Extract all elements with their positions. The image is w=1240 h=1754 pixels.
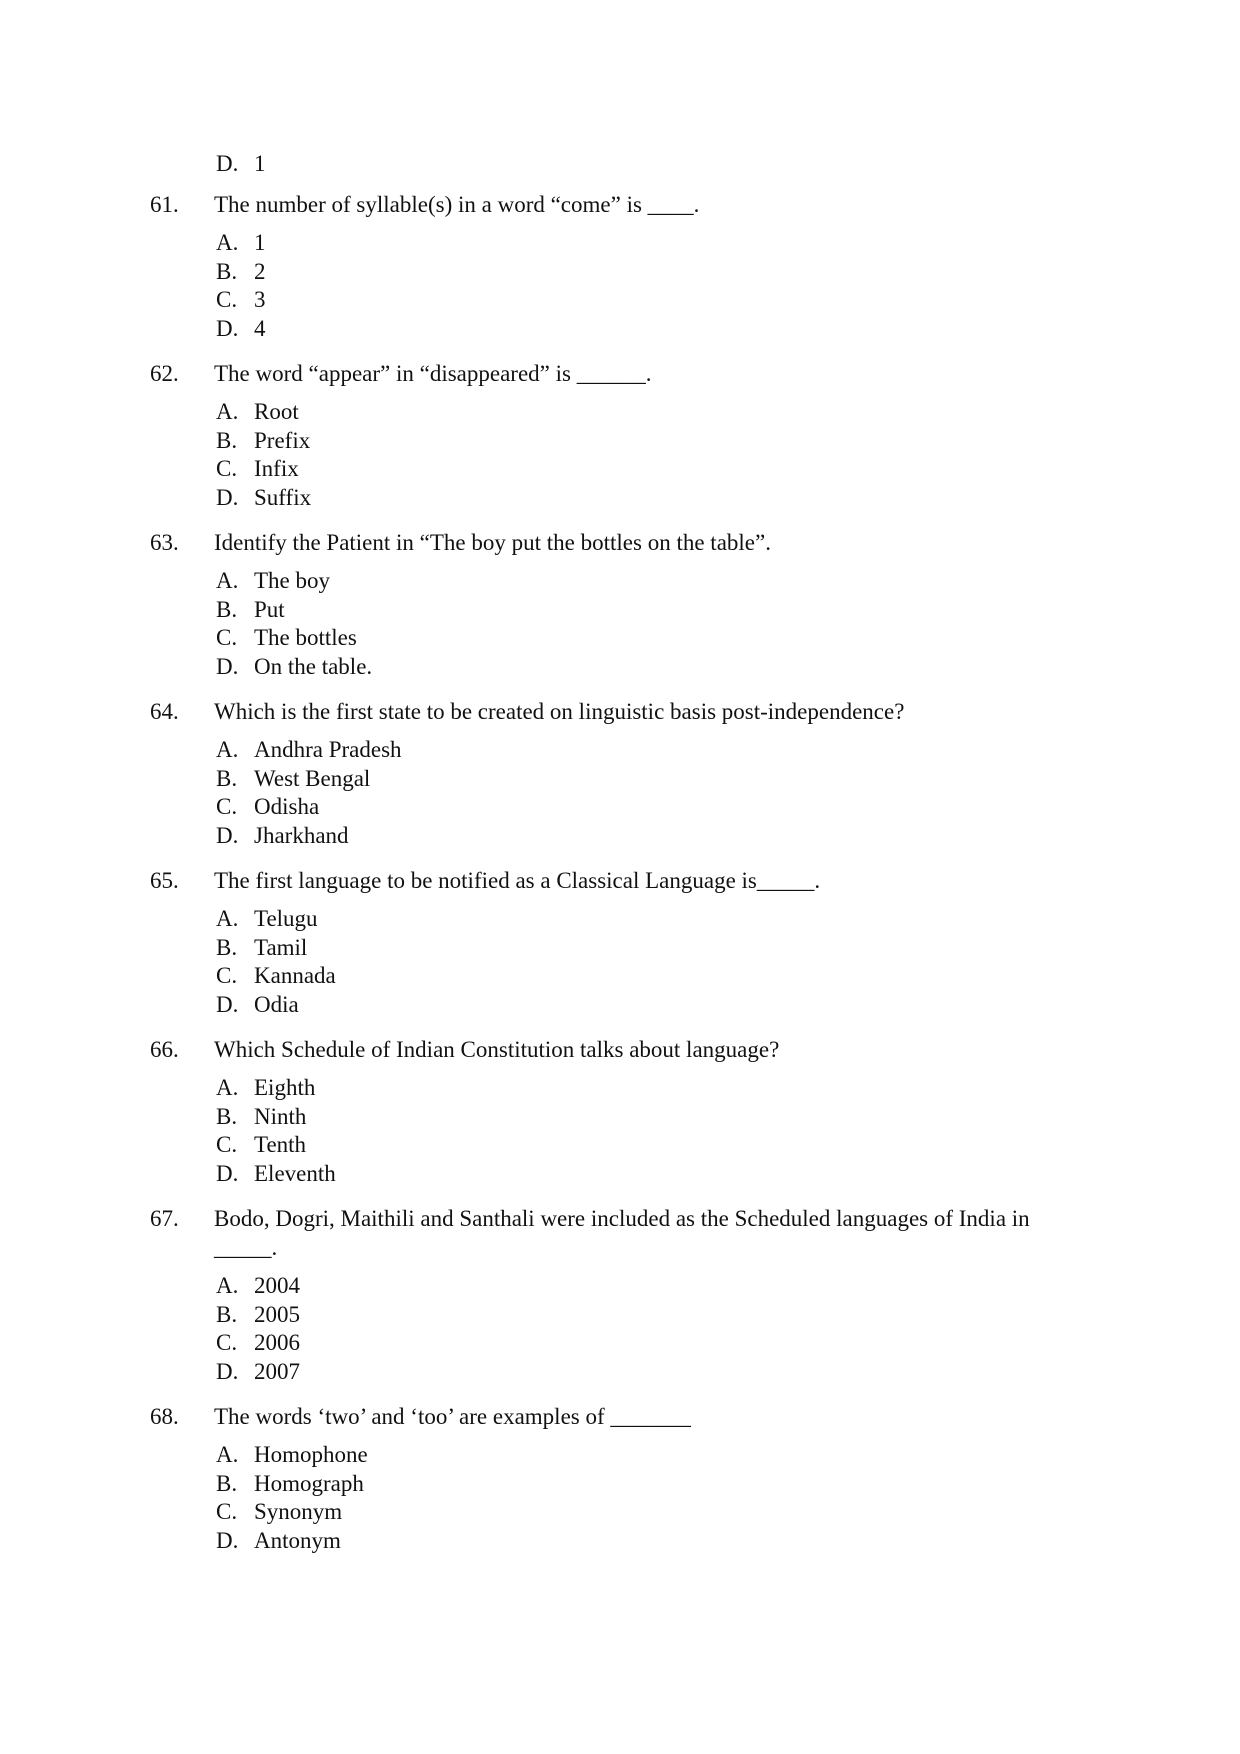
option-a xyxy=(216,229,1080,258)
option-b xyxy=(216,1470,1080,1499)
option-text: Telugu xyxy=(254,906,318,931)
option-a xyxy=(216,1272,1080,1301)
options-list xyxy=(216,567,1080,682)
option-letter: C. xyxy=(216,794,238,820)
option-text: Tamil xyxy=(254,934,308,960)
option-letter: C. xyxy=(216,456,238,482)
option-letter: D. xyxy=(216,1359,239,1385)
option-text: 2006 xyxy=(254,1330,300,1356)
question-text: Bodo, Dogri, Maithili and Santhali were included as the Scheduled languages of India in _____. xyxy=(214,1206,1030,1260)
option-a xyxy=(216,567,1080,596)
question-text: The first language to be notified as a Classical Language is_____. xyxy=(214,868,821,893)
question-67 xyxy=(150,1204,1080,1387)
question-number: 63. xyxy=(150,530,179,555)
question-text: The word “appear” in “disappeared” is ______. xyxy=(214,361,652,386)
question-text: Which Schedule of Indian Constitution talks about language? xyxy=(214,1037,780,1062)
option-d xyxy=(216,484,1080,513)
option-text: The bottles xyxy=(254,625,357,651)
question-64 xyxy=(150,697,1080,851)
option-letter: B. xyxy=(216,1301,238,1327)
option-letter: C. xyxy=(216,625,238,651)
option-letter: D. xyxy=(216,151,239,176)
option-text: 4 xyxy=(254,316,266,342)
option-text: 2004 xyxy=(254,1273,300,1298)
option-text: On the table. xyxy=(254,654,373,680)
option-text: 1 xyxy=(254,230,266,255)
option-b xyxy=(216,1301,1080,1330)
option-letter: C. xyxy=(216,287,238,313)
option-letter: C. xyxy=(216,963,238,989)
option-c xyxy=(216,1131,1080,1160)
option-letter: D. xyxy=(216,1161,239,1187)
option-d xyxy=(216,1527,1080,1556)
option-text: 2005 xyxy=(254,1301,300,1327)
options-list xyxy=(216,1074,1080,1189)
option-a xyxy=(216,1074,1080,1103)
question-66 xyxy=(150,1035,1080,1189)
question-68 xyxy=(150,1402,1080,1556)
option-text: Suffix xyxy=(254,485,312,511)
question-number: 62. xyxy=(150,361,179,386)
option-text: Put xyxy=(254,596,285,622)
option-letter: A. xyxy=(216,1273,239,1298)
option-text: Prefix xyxy=(254,427,311,453)
option-text: Ninth xyxy=(254,1103,307,1129)
option-c xyxy=(216,286,1080,315)
option-letter: A. xyxy=(216,737,239,762)
option-letter: D. xyxy=(216,1528,239,1554)
options-list xyxy=(216,1441,1080,1556)
question-63 xyxy=(150,528,1080,682)
option-text: The boy xyxy=(254,568,331,593)
option-d xyxy=(216,315,1080,344)
option-c xyxy=(216,1498,1080,1527)
option-text: Odisha xyxy=(254,794,320,820)
option-d xyxy=(216,822,1080,851)
option-c xyxy=(216,793,1080,822)
options-list xyxy=(216,905,1080,1020)
question-61 xyxy=(150,190,1080,344)
options-list xyxy=(216,736,1080,851)
question-number: 61. xyxy=(150,192,179,217)
option-letter: A. xyxy=(216,399,239,424)
option-c xyxy=(216,455,1080,484)
option-text: 3 xyxy=(254,287,266,313)
option-letter: A. xyxy=(216,230,239,255)
option-text: Homophone xyxy=(254,1442,368,1467)
option-b xyxy=(216,258,1080,287)
option-d xyxy=(216,1160,1080,1189)
option-letter: A. xyxy=(216,568,239,593)
options-list xyxy=(216,398,1080,513)
option-text: Kannada xyxy=(254,963,336,989)
option-c xyxy=(216,1329,1080,1358)
option-letter: B. xyxy=(216,427,238,453)
option-letter: C. xyxy=(216,1499,238,1525)
option-letter: D. xyxy=(216,823,239,849)
question-number: 66. xyxy=(150,1037,179,1062)
question-text: The number of syllable(s) in a word “come” is ____. xyxy=(214,192,700,217)
option-text: Infix xyxy=(254,456,299,482)
option-text: Homograph xyxy=(254,1470,364,1496)
option-text: 1 xyxy=(254,151,266,176)
option-text: Odia xyxy=(254,992,299,1018)
option-letter: C. xyxy=(216,1132,238,1158)
option-a xyxy=(216,905,1080,934)
option-b xyxy=(216,1103,1080,1132)
option-letter: B. xyxy=(216,258,238,284)
option-letter: D. xyxy=(216,992,239,1018)
option-b xyxy=(216,765,1080,794)
option-letter: B. xyxy=(216,596,238,622)
option-text: Eighth xyxy=(254,1075,316,1100)
question-number: 64. xyxy=(150,699,179,724)
option-letter: A. xyxy=(216,1442,239,1467)
question-number: 67. xyxy=(150,1206,179,1231)
option-a xyxy=(216,736,1080,765)
question-number: 68. xyxy=(150,1404,179,1429)
option-a xyxy=(216,1441,1080,1470)
option-c xyxy=(216,962,1080,991)
option-letter: B. xyxy=(216,1470,238,1496)
option-letter: B. xyxy=(216,934,238,960)
option-d xyxy=(216,991,1080,1020)
question-62 xyxy=(150,359,1080,513)
option-c xyxy=(216,624,1080,653)
option-text: Andhra Pradesh xyxy=(254,737,402,762)
option-letter: A. xyxy=(216,906,239,931)
option-text: Eleventh xyxy=(254,1161,336,1187)
option-text: Synonym xyxy=(254,1499,343,1525)
option-text: 2007 xyxy=(254,1359,300,1385)
option-b xyxy=(216,427,1080,456)
option-letter: D. xyxy=(216,485,239,511)
options-list xyxy=(216,229,1080,344)
question-text: Identify the Patient in “The boy put the bottles on the table”. xyxy=(214,530,771,555)
option-text: Jharkhand xyxy=(254,823,349,849)
carryover-option xyxy=(216,150,266,179)
question-65 xyxy=(150,866,1080,1020)
option-letter: B. xyxy=(216,1103,238,1129)
option-text: West Bengal xyxy=(254,765,371,791)
option-d xyxy=(216,653,1080,682)
option-letter: B. xyxy=(216,765,238,791)
option-b xyxy=(216,934,1080,963)
option-text: 2 xyxy=(254,258,266,284)
option-text: Antonym xyxy=(254,1528,341,1554)
option-d xyxy=(216,1358,1080,1387)
option-letter: A. xyxy=(216,1075,239,1100)
option-letter: D. xyxy=(216,316,239,342)
option-b xyxy=(216,596,1080,625)
question-text: Which is the first state to be created on linguistic basis post-independence? xyxy=(214,699,905,724)
question-number: 65. xyxy=(150,868,179,893)
options-list xyxy=(216,1272,1080,1387)
option-letter: C. xyxy=(216,1330,238,1356)
option-letter: D. xyxy=(216,654,239,680)
option-text: Root xyxy=(254,399,299,424)
option-a xyxy=(216,398,1080,427)
option-text: Tenth xyxy=(254,1132,307,1158)
question-text: The words ‘two’ and ‘too’ are examples of _______ xyxy=(214,1404,691,1429)
